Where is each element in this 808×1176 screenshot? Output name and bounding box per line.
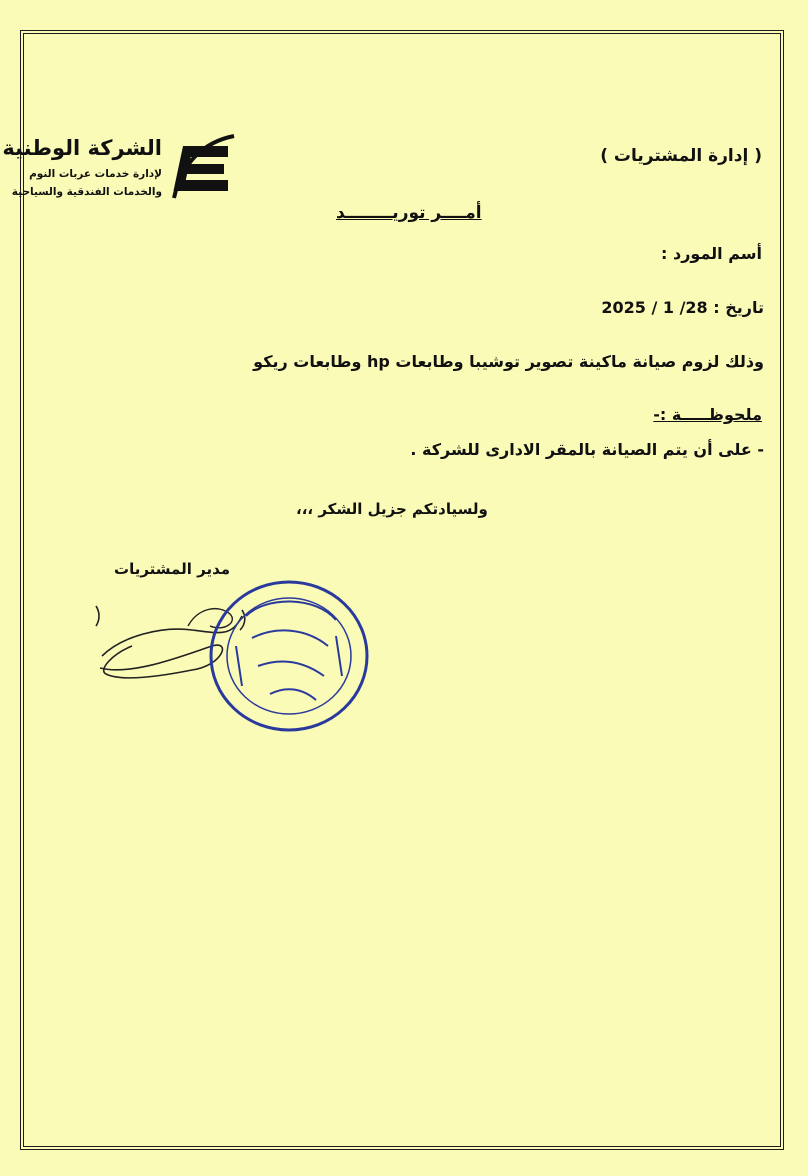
date-line: تاريخ : 28/ 1 / 2025 <box>601 298 764 317</box>
page-border <box>2 30 784 1150</box>
department-header: ( إدارة المشتريات ) <box>600 146 762 166</box>
supplier-label: أسم المورد : <box>661 244 762 263</box>
note-text: - على أن يتم الصيانة بالمقر الادارى للشركة . <box>410 440 764 459</box>
body-text: وذلك لزوم صيانة ماكينة تصوير توشيبا وطابعات hp وطابعات ريكو <box>253 352 764 371</box>
company-subtitle-line2: والخدمات الفندقية والسياحية <box>11 186 162 198</box>
company-e-logo-icon <box>164 132 238 202</box>
official-stamp <box>206 576 372 736</box>
company-subtitle-line1: لإدارة خدمات عربات النوم <box>29 168 162 180</box>
manager-title: مدير المشتريات <box>114 560 231 578</box>
company-name: الشركة الوطنية <box>2 136 162 160</box>
note-label: ملحوظـــــة :- <box>653 405 762 424</box>
document-title: أمــــر توريــــــــد <box>336 203 482 223</box>
closing-text: ولسيادتكم جزيل الشكر ،،، <box>296 500 488 518</box>
